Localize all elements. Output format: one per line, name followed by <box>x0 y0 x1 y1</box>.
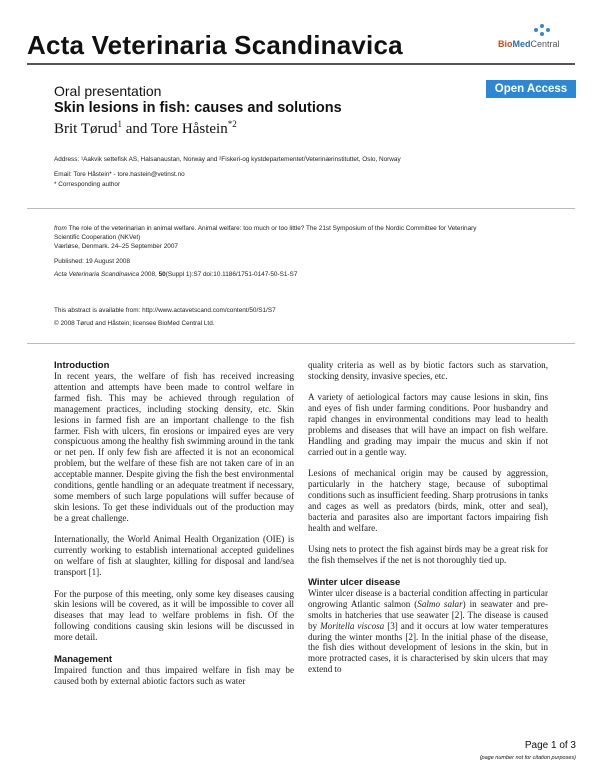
publisher-med: Med <box>512 39 531 49</box>
author-hastein: Tore Håstein <box>150 121 228 137</box>
copyright-line: © 2008 Tørud and Håstein; licensee BioMed Central Ltd. <box>54 320 215 327</box>
citation-journal: Acta Veterinaria Scandinavica <box>54 271 140 278</box>
winter-text-b: ) in seawater and pre-smolts in hatcheries that use seawater [2]. The disease is caused by <box>308 598 548 631</box>
citation-rest: (Suppl 1):S7 doi:10.1186/1751-0147-50-S1-S7 <box>165 271 298 278</box>
publisher-name <box>498 39 560 49</box>
publisher-logo <box>498 24 578 50</box>
body-column-right <box>308 360 548 675</box>
citation-volume: 50 <box>158 271 166 278</box>
paragraph: Internationally, the World Animal Health Organization (OIE) is currently working to establish international accepted guidelines on welfare of fish at slaughter, killing for disposal and land/sea transport [1]. <box>54 534 294 577</box>
page-number-note: (page number not for citation purposes) <box>479 755 576 761</box>
author-torud: Brit Tørud <box>54 121 118 137</box>
paragraph <box>308 588 548 675</box>
species-name: Salmo salar <box>417 598 463 609</box>
author-hastein-affiliation: *2 <box>227 119 237 129</box>
paragraph: Impaired function and thus impaired welfare in fish may be caused both by external abiotic factors such as water <box>54 664 294 686</box>
winter-text-a: Winter ulcer disease is a bacterial condition affecting in particular ongrowing Atlantic salmon ( <box>308 587 548 609</box>
source-line-2: Scientific Cooperation (NKVet) <box>54 234 141 241</box>
open-access-badge[interactable]: Open Access <box>486 80 576 98</box>
section-heading-introduction: Introduction <box>54 360 110 371</box>
publisher-bio: Bio <box>498 39 513 49</box>
section-heading-winter-ulcer: Winter ulcer disease <box>308 576 401 588</box>
journal-title: Acta Veterinaria Scandinavica <box>27 30 403 60</box>
authors <box>54 119 237 138</box>
address-line: Address: ¹Aakvik settefisk AS, Halsanaustan, Norway and ²Fiskeri-og kystdepartementet/Veterinærinstituttet, Oslo, Norway <box>54 156 401 163</box>
citation-line <box>54 270 297 280</box>
source-from-label: from <box>54 225 67 232</box>
paragraph: Lesions of mechanical origin may be caused by aggression, particularly in the hatchery stage, because of suboptimal conditions such as insufficient feeding. Sharp protrusions in tanks and cages as well as predators (birds, mink, otter and seal), bacteria and parasites also are important factors impairing fish health and welfare. <box>308 468 548 533</box>
author-joiner: and <box>121 121 151 137</box>
corresponding-author-note: * Corresponding author <box>54 181 121 188</box>
source-text-1: The role of the veterinarian in animal welfare. Animal welfare: too much or too little? The 21st Symposium of the Nordic Committee for Veterinary <box>66 225 477 232</box>
body-column-left <box>54 360 294 686</box>
citation-year: 2008, <box>139 271 159 278</box>
body-rule <box>27 343 575 344</box>
article-type: Oral presentation <box>54 83 162 99</box>
article-title: Skin lesions in fish: causes and solutions <box>54 100 342 116</box>
author-torud-affiliation: 1 <box>117 119 122 129</box>
pathogen-name: Moritella viscosa <box>320 620 385 631</box>
published-date: Published: 19 August 2008 <box>54 258 131 265</box>
availability-link[interactable]: This abstract is available from: http://www.actavetscand.com/content/50/S1/S7 <box>54 307 276 314</box>
header-rule <box>27 63 575 65</box>
section-heading-management: Management <box>54 653 113 665</box>
paragraph: A variety of aetiological factors may cause lesions in skin, fins and eyes of fish under farming conditions. Poor husbandry and rapid changes in environmental conditions may lead to health problems and diseases that will have an impact on fish welfare. Handling and grading may impair the mucus and skin if not carried out in a gentle way. <box>308 392 548 457</box>
paragraph: For the purpose of this meeting, only some key diseases causing skin lesions will be covered, as it will be impossible to cover all diseases that may lead to welfare problems in fish. Of the following conditions causing skin lesions will be discussed in more detail. <box>54 588 294 643</box>
paragraph: Using nets to protect the fish against birds may be a great risk for the fish themselves if the net is not thoroughly tied up. <box>308 544 548 566</box>
paragraph: In recent years, the welfare of fish has received increasing attention and attempts have been made to control welfare in farmed fish. This may be achieved through regulation of management practices, including stocking density, etc. Skin lesions in farmed fish are an important challenge to the fish farmer. Fish with ulcers, fin erosions or impaired eyes are very conspicuous among the healthy fish swimming around in the tank or net pen. If only few fish are affected it is not an economical problem, but the welfare of these fish are not taken care of in an acceptable manner. Despite giving the fish the best environmental conditions, gentle handling or an adequate treatment if necessary, some members of such large populations will suffer because of skin lesions. To get these individuals out of the production may be a great challenge. <box>54 371 294 523</box>
winter-text-c: [3] and it occurs at low water temperatures during the winter months [2]. In the initial phase of the disease, the fish dies without development of lesions in the skin, but in more protracted cases, it is characterised by skin ulcers that may extend to <box>308 620 548 675</box>
paragraph: quality criteria as well as by biotic factors such as starvation, stocking density, invasive species, etc. <box>308 360 548 381</box>
publisher-central: Central <box>530 39 560 49</box>
meta-rule <box>27 208 575 209</box>
source-line-3: Værløse, Denmark. 24–25 September 2007 <box>54 243 178 250</box>
email-line[interactable]: Email: Tore Håstein* - tore.hastein@vetinst.no <box>54 171 185 178</box>
page-number: Page 1 of 3 <box>524 740 576 751</box>
